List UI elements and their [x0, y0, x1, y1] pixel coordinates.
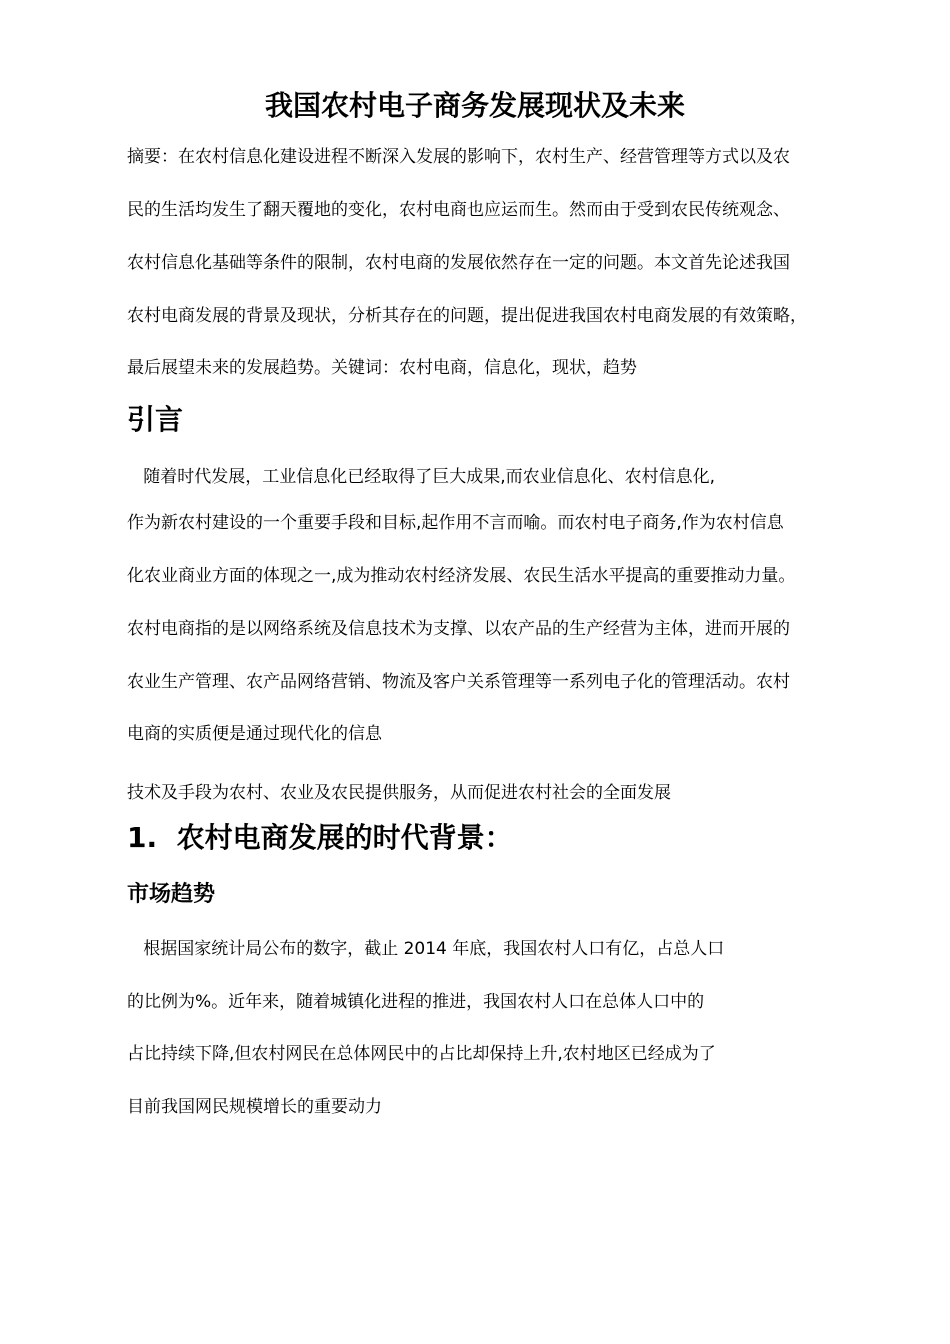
market-line: 根据国家统计局公布的数字，截止 2014 年底，我国农村人口有亿，占总人口 [127, 939, 725, 959]
document-title: 我国农村电子商务发展现状及未来 [264, 89, 685, 122]
intro-line: 随着时代发展，工业信息化已经取得了巨大成果,而农业信息化、农村信息化, [127, 467, 716, 487]
abstract-line: 农村电商发展的背景及现状，分析其存在的问题，提出促进我国农村电商发展的有效策略， [127, 306, 807, 326]
intro-line: 技术及手段为农村、农业及农民提供服务，从而促进农村社会的全面发展 [127, 783, 671, 803]
market-line: 的比例为%。近年来，随着城镇化进程的推进，我国农村人口在总体人口中的 [127, 992, 705, 1012]
abstract-line: 农村信息化基础等条件的限制，农村电商的发展依然存在一定的问题。本文首先论述我国 [127, 253, 790, 273]
intro-line: 作为新农村建设的一个重要手段和目标,起作用不言而喻。而农村电子商务,作为农村信息 [127, 513, 784, 533]
abstract-line: 最后展望未来的发展趋势。关键词：农村电商，信息化，现状，趋势 [127, 358, 637, 378]
intro-line: 电商的实质便是通过现代化的信息 [127, 724, 382, 744]
abstract-line: 摘要：在农村信息化建设进程不断深入发展的影响下，农村生产、经营管理等方式以及农 [127, 147, 790, 167]
intro-heading: 引言 [127, 403, 184, 436]
intro-line: 农业生产管理、农产品网络营销、物流及客户关系管理等一系列电子化的管理活动。农村 [127, 672, 790, 692]
section1-heading: 1. 农村电商发展的时代背景： [127, 821, 513, 854]
market-trend-heading: 市场趋势 [127, 882, 216, 907]
market-line: 目前我国网民规模增长的重要动力 [127, 1097, 382, 1117]
abstract-line: 民的生活均发生了翻天覆地的变化，农村电商也应运而生。然而由于受到农民传统观念、 [127, 200, 790, 220]
market-line: 占比持续下降,但农村网民在总体网民中的占比却保持上升,农村地区已经成为了 [127, 1044, 716, 1064]
intro-line: 化农业商业方面的体现之一,成为推动农村经济发展、农民生活水平提高的重要推动力量。 [127, 566, 796, 586]
intro-line: 农村电商指的是以网络系统及信息技术为支撑、以农产品的生产经营为主体，进而开展的 [127, 619, 790, 639]
